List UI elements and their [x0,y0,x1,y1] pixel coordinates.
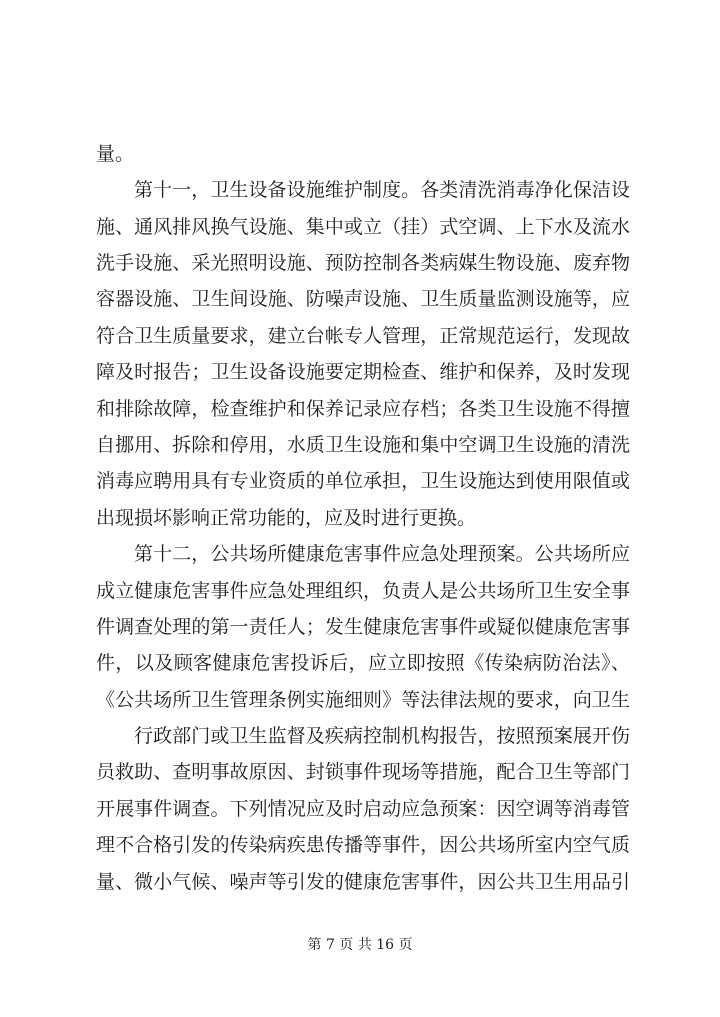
text-line: 消毒应聘用具有专业资质的单位承担，卫生设施达到使用限值或 [96,470,630,492]
text-line: 洗手设施、采光照明设施、预防控制各类病媒生物设施、废弃物 [96,252,630,274]
text-line: 理不合格引发的传染病疾患传播等事件，因公共场所室内空气质 [96,834,630,856]
text-line: 出现损坏影响正常功能的，应及时进行更换。 [96,507,477,529]
text-line: 件，以及顾客健康危害投诉后，应立即按照《传染病防治法》、 [96,652,630,674]
text-line: 员救助、查明事故原因、封锁事件现场等措施，配合卫生等部门 [96,761,630,783]
text-line: 量、微小气候、噪声等引发的健康危害事件，因公共卫生用品引 [96,871,630,893]
text-line: 件调查处理的第一责任人；发生健康危害事件或疑似健康危害事 [96,616,630,638]
text-line: 自挪用、拆除和停用，水质卫生设施和集中空调卫生设施的清洗 [96,434,630,456]
text-line: 和排除故障，检查维护和保养记录应存档；各类卫生设施不得擅 [96,398,630,420]
text-line: 开展事件调查。下列情况应及时启动应急预案：因空调等消毒管 [96,798,630,820]
page-number-footer: 第 7 页 共 16 页 [307,937,413,953]
paragraph-heading-line: 第十一，卫生设备设施维护制度。各类清洗消毒净化保洁设 [134,179,630,201]
text-line: 容器设施、卫生间设施、防噪声设施、卫生质量监测设施等，应 [96,288,630,310]
text-line: 障及时报告；卫生设备设施要定期检查、维护和保养，及时发现 [96,361,630,383]
text-line: 行政部门或卫生监督及疾病控制机构报告，按照预案展开伤 [134,725,630,747]
text-line: 符合卫生质量要求，建立台帐专人管理，正常规范运行，发现故 [96,325,630,347]
text-line: 《公共场所卫生管理条例实施细则》等法律法规的要求，向卫生 [96,689,630,711]
paragraph-heading-line: 第十二，公共场所健康危害事件应急处理预案。公共场所应 [134,543,630,565]
text-line: 成立健康危害事件应急处理组织，负责人是公共场所卫生安全事 [96,580,630,602]
text-line: 施、通风排风换气设施、集中或立（挂）式空调、上下水及流水 [96,216,630,238]
text-line: 量。 [96,143,135,165]
